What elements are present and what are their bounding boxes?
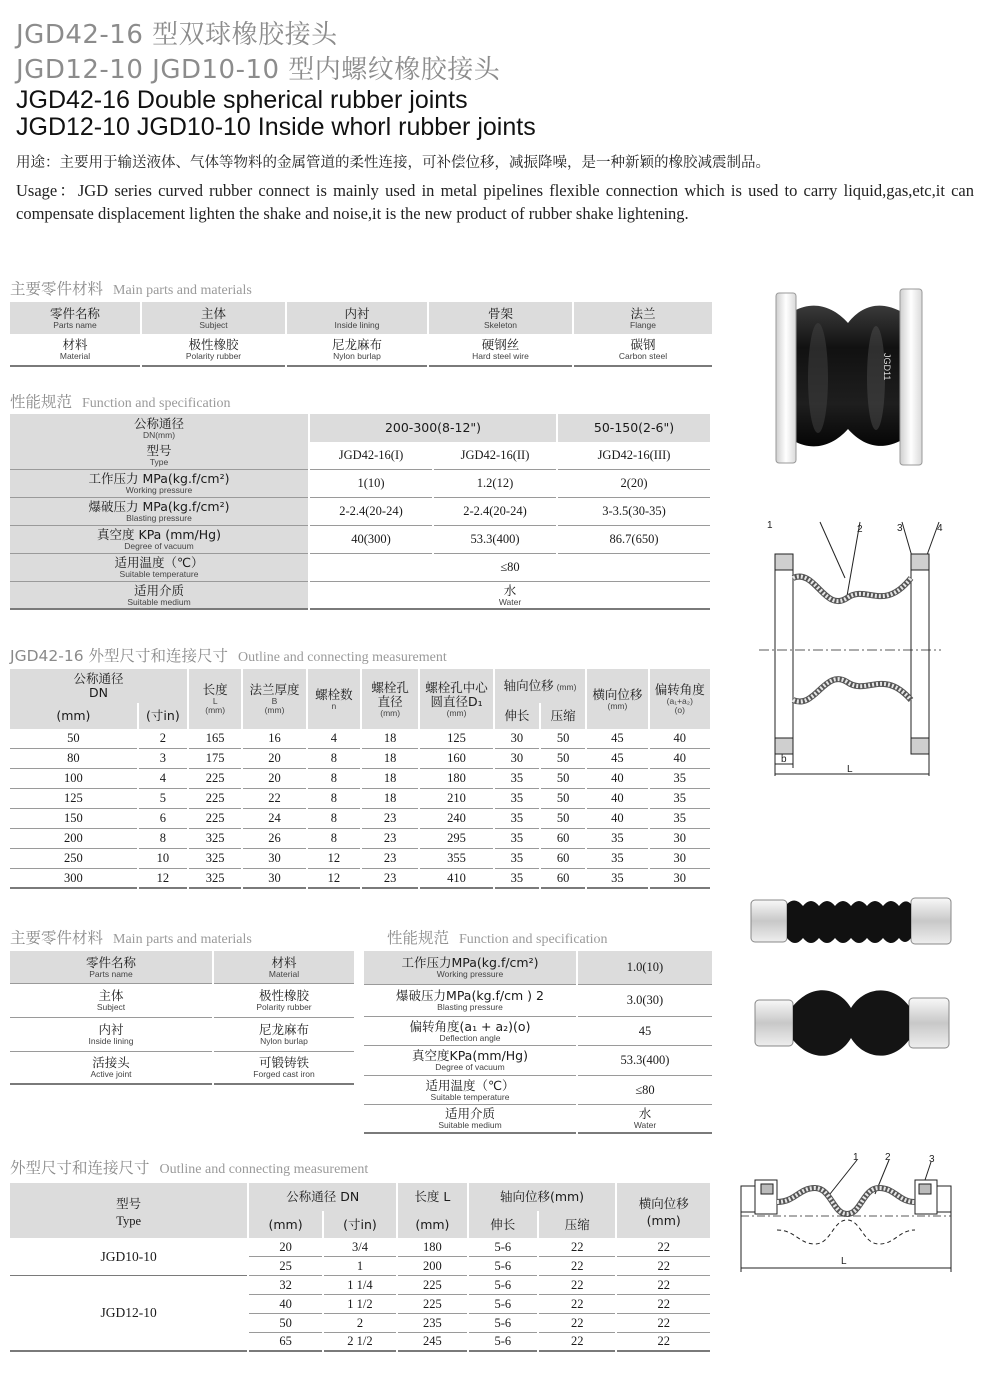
d1-label-4: 4 <box>937 523 943 534</box>
d1-label-3: 3 <box>897 523 903 534</box>
spec1-vac-2: 86.7(650) <box>558 526 710 554</box>
spec1-temp-val: ≤80 <box>310 554 710 582</box>
outline2-cell: 5-6 <box>469 1333 537 1352</box>
outline1-cell: 40 <box>650 749 710 769</box>
o1-h-bolts: 螺栓数 n <box>315 686 353 711</box>
outline1-cell: 35 <box>495 849 539 869</box>
outline2-cell: 22 <box>617 1276 710 1295</box>
o2-h-length: 长度 L <box>414 1189 451 1204</box>
spec1-work-0: 1(10) <box>310 470 432 498</box>
o1-h-inch: (寸in) <box>146 708 180 723</box>
o1-h-boltd: 螺栓孔 直径 (mm) <box>371 679 409 718</box>
outline2-type-cell: JGD12-10 <box>10 1276 247 1352</box>
spec1-type-1: JGD42-16(II) <box>434 442 556 470</box>
outline1-cell: 35 <box>495 769 539 789</box>
outline2-cell: 22 <box>539 1276 615 1295</box>
spec1-range-a: 200-300(8-12") <box>384 420 482 435</box>
svg-text:JGD11: JGD11 <box>882 353 892 381</box>
table-row <box>10 749 710 769</box>
section-materials-1: 主要零件材料 Main parts and materials <box>10 280 252 298</box>
mat1-h1: 主体 Subject <box>199 305 228 330</box>
o2-h-inch: (寸in) <box>343 1216 377 1232</box>
outline1-cell: 300 <box>10 869 137 889</box>
outline2-cell: 3/4 <box>324 1238 396 1257</box>
mat1-h2: 内衬 Inside lining <box>334 305 380 330</box>
outline1-cell: 8 <box>139 829 187 849</box>
outline1-cell: 50 <box>541 769 585 789</box>
outline1-cell: 40 <box>587 769 647 789</box>
outline1-cell: 80 <box>10 749 137 769</box>
outline1-cell: 30 <box>243 849 305 869</box>
outline1-cell: 18 <box>362 729 418 749</box>
o1-h-lateral: 横向位移 (mm) <box>592 686 643 711</box>
outline2-cell: 22 <box>539 1238 615 1257</box>
spec2-vac-val: 53.3(400) <box>578 1046 712 1076</box>
title-en-1: JGD42-16 Double spherical rubber joints <box>16 86 468 114</box>
outline2-cell: 22 <box>539 1257 615 1276</box>
outline2-cell: 5-6 <box>469 1257 537 1276</box>
o2-h-axial: 轴向位移(mm) <box>499 1189 585 1204</box>
outline1-cell: 125 <box>10 789 137 809</box>
outline1-cell: 35 <box>587 829 647 849</box>
spec2-angle-label: 偏转角度(a₁ + a₂)(o) Deflection angle <box>364 1017 576 1046</box>
outline1-cell: 12 <box>308 869 360 889</box>
outline1-cell: 8 <box>308 829 360 849</box>
outline1-cell: 325 <box>189 849 241 869</box>
outline1-cell: 160 <box>420 749 492 769</box>
outline1-cell: 23 <box>362 809 418 829</box>
outline1-cell: 30 <box>650 869 710 889</box>
outline1-cell: 175 <box>189 749 241 769</box>
spec1-range-b: 50-150(2-6") <box>593 420 675 435</box>
outline1-cell: 4 <box>308 729 360 749</box>
outline1-cell: 150 <box>10 809 137 829</box>
outline1-cell: 10 <box>139 849 187 869</box>
mat2-r1c1: 尼龙麻布 Nylon burlap <box>214 1018 354 1052</box>
mat1-h0: 零件名称 Parts name <box>49 305 100 330</box>
outline1-cell: 35 <box>650 809 710 829</box>
outline1-cell: 26 <box>243 829 305 849</box>
spec1-medium-val: 水 Water <box>310 582 710 610</box>
outline1-cell: 30 <box>650 849 710 869</box>
o2-h-mm: (mm) <box>268 1216 303 1232</box>
outline2-cell: 1 <box>324 1257 396 1276</box>
outline2-cell: 2 1/2 <box>324 1333 396 1352</box>
mat1-r3: 硬钢丝 Hard steel wire <box>429 334 572 367</box>
outline2-cell: 50 <box>249 1314 321 1333</box>
outline1-cell: 240 <box>420 809 492 829</box>
outline2-cell: 22 <box>617 1314 710 1333</box>
outline1-cell: 50 <box>10 729 137 749</box>
section-spec-1: 性能规范 Function and specification <box>10 393 231 411</box>
table-row <box>10 1238 710 1257</box>
outline1-cell: 325 <box>189 829 241 849</box>
table-row <box>10 829 710 849</box>
spec1-blast-2: 3-3.5(30-35) <box>558 498 710 526</box>
mat2-r0c0: 主体 Subject <box>10 984 212 1018</box>
outline1-cell: 20 <box>243 749 305 769</box>
o1-h-length: 长度 L (mm) <box>202 682 228 715</box>
outline1-cell: 35 <box>495 869 539 889</box>
outline1-cell: 8 <box>308 789 360 809</box>
spec1-type-0: JGD42-16(I) <box>310 442 432 470</box>
spec1-vac-0: 40(300) <box>310 526 432 554</box>
table-row <box>10 729 710 749</box>
outline1-cell: 225 <box>189 769 241 789</box>
outline2-cell: 65 <box>249 1333 321 1352</box>
mat1-h4: 法兰 Flange <box>630 305 656 330</box>
spec1-blast-label: 爆破压力 MPa(kg.f/cm²) Blasting pressure <box>10 498 308 526</box>
spec1-blast-1: 2-2.4(20-24) <box>434 498 556 526</box>
table-row <box>10 849 710 869</box>
outline1-cell: 210 <box>420 789 492 809</box>
outline1-cell: 30 <box>495 749 539 769</box>
spec2-temp-label: 适用温度（℃） Suitable temperature <box>364 1076 576 1105</box>
outline1-cell: 8 <box>308 749 360 769</box>
mat2-r0c1: 极性橡胶 Polarity rubber <box>214 984 354 1018</box>
outline1-cell: 125 <box>420 729 492 749</box>
outline1-cell: 100 <box>10 769 137 789</box>
o1-h-dn: 公称通径 DN <box>73 671 124 700</box>
outline1-cell: 250 <box>10 849 137 869</box>
usage-en: Usage：JGD series curved rubber connect is mainly used in metal pipelines flexible connection which is used to carry liquid,gas,etc,it can compensate displacement lighten the shake and noise,it is the new product of rubber shake lightening. <box>16 181 974 223</box>
o2-h-lenmm: (mm) <box>415 1216 450 1232</box>
threaded-joint-photos <box>745 880 957 1070</box>
outline1-cell: 60 <box>541 829 585 849</box>
o2-h-ext: 伸长 <box>490 1216 516 1232</box>
mat2-r1c0: 内衬 Inside lining <box>10 1018 212 1052</box>
materials-table-2 <box>8 951 356 1085</box>
spec2-blast-val: 3.0(30) <box>578 985 712 1017</box>
outline2-cell: 40 <box>249 1295 321 1314</box>
mat2-h1: 材料 Material <box>214 951 354 984</box>
o1-h-axial: 轴向位移 (mm) <box>503 677 577 693</box>
outline1-cell: 50 <box>541 789 585 809</box>
spec2-work-val: 1.0(10) <box>578 951 712 985</box>
outline1-cell: 20 <box>243 769 305 789</box>
double-sphere-section-drawing <box>755 518 945 788</box>
o2-h-lateral: 横向位移 (mm) <box>638 1195 689 1228</box>
table-row <box>10 769 710 789</box>
section-materials-2: 主要零件材料 Main parts and materials <box>10 929 252 947</box>
outline1-cell: 180 <box>420 769 492 789</box>
o1-h-circle: 螺栓孔中心 圆直径D₁ (mm) <box>425 679 488 718</box>
title-cn-2: JGD12-10 JGD10-10 型内螺纹橡胶接头 <box>16 55 501 85</box>
outline1-cell: 18 <box>362 749 418 769</box>
d1-dim-b: b <box>781 754 787 765</box>
outline1-cell: 30 <box>243 869 305 889</box>
o1-h-angle: 偏转角度 (a₁+a₂) (o) <box>654 682 705 715</box>
table-row <box>10 1276 710 1295</box>
double-sphere-joint-photo <box>752 283 962 468</box>
outline1-cell: 8 <box>308 769 360 789</box>
outline2-cell: 235 <box>398 1314 466 1333</box>
outline2-cell: 1 1/4 <box>324 1276 396 1295</box>
o1-h-flange: 法兰厚度 B (mm) <box>249 682 300 715</box>
outline1-cell: 50 <box>541 749 585 769</box>
outline2-cell: 225 <box>398 1295 466 1314</box>
outline-table-2 <box>8 1183 712 1352</box>
outline2-cell: 245 <box>398 1333 466 1352</box>
outline1-cell: 30 <box>650 829 710 849</box>
outline1-cell: 6 <box>139 809 187 829</box>
outline1-cell: 24 <box>243 809 305 829</box>
o2-h-type: 型号 Type <box>116 1195 142 1228</box>
spec1-work-1: 1.2(12) <box>434 470 556 498</box>
outline1-cell: 35 <box>650 769 710 789</box>
mat1-r0: 材料 Material <box>10 334 140 367</box>
d1-label-1: 1 <box>767 520 773 531</box>
spec-table-1 <box>8 414 712 610</box>
spec1-type-2: JGD42-16(III) <box>558 442 710 470</box>
table-row <box>10 809 710 829</box>
outline1-cell: 50 <box>541 809 585 829</box>
spec2-medium-label: 适用介质 Suitable medium <box>364 1105 576 1134</box>
section-outline-2: 外型尺寸和连接尺寸 Outline and connecting measurement <box>10 1159 369 1177</box>
outline1-cell: 40 <box>650 729 710 749</box>
d2-label-3: 3 <box>929 1154 935 1165</box>
d1-dim-l: L <box>847 764 853 775</box>
outline1-cell: 35 <box>495 829 539 849</box>
outline1-cell: 30 <box>495 729 539 749</box>
outline1-cell: 16 <box>243 729 305 749</box>
outline1-cell: 200 <box>10 829 137 849</box>
outline2-cell: 5-6 <box>469 1295 537 1314</box>
outline1-cell: 18 <box>362 789 418 809</box>
outline2-cell: 22 <box>617 1333 710 1352</box>
mat2-r2c0: 活接头 Active joint <box>10 1052 212 1085</box>
o2-h-comp: 压缩 <box>564 1216 590 1232</box>
outline1-cell: 410 <box>420 869 492 889</box>
threaded-joint-section-drawing <box>735 1150 960 1275</box>
title-cn-1: JGD42-16 型双球橡胶接头 <box>16 20 338 50</box>
o1-h-ext: 伸长 <box>504 708 530 723</box>
outline1-cell: 4 <box>139 769 187 789</box>
outline1-cell: 3 <box>139 749 187 769</box>
d2-dim-l: L <box>841 1256 847 1267</box>
mat1-h3: 骨架 Skeleton <box>483 305 518 330</box>
spec-table-2 <box>362 951 714 1134</box>
outline1-cell: 295 <box>420 829 492 849</box>
o1-h-mm: (mm) <box>56 708 91 723</box>
outline1-cell: 23 <box>362 829 418 849</box>
outline1-cell: 35 <box>650 789 710 809</box>
section-spec-2: 性能规范 Function and specification <box>387 929 608 947</box>
outline2-cell: 25 <box>249 1257 321 1276</box>
mat1-r2: 尼龙麻布 Nylon burlap <box>287 334 427 367</box>
d2-label-2: 2 <box>885 1152 891 1163</box>
spec1-dn-label: 公称通径 DN(mm) <box>133 415 184 440</box>
spec1-work-2: 2(20) <box>558 470 710 498</box>
spec1-vac-1: 53.3(400) <box>434 526 556 554</box>
outline2-cell: 180 <box>398 1238 466 1257</box>
spec1-temp-label: 适用温度（℃） Suitable temperature <box>10 554 308 582</box>
spec1-work-label: 工作压力 MPa(kg.f/cm²) Working pressure <box>10 470 308 498</box>
outline2-type-cell: JGD10-10 <box>10 1238 247 1276</box>
outline1-cell: 165 <box>189 729 241 749</box>
outline1-cell: 50 <box>541 729 585 749</box>
outline1-cell: 12 <box>308 849 360 869</box>
outline2-cell: 32 <box>249 1276 321 1295</box>
spec1-vac-label: 真空度 KPa (mm/Hg) Degree of vacuum <box>10 526 308 554</box>
outline1-cell: 355 <box>420 849 492 869</box>
mat1-r1: 极性橡胶 Polarity rubber <box>142 334 285 367</box>
spec2-temp-val: ≤80 <box>578 1076 712 1105</box>
outline1-cell: 225 <box>189 809 241 829</box>
outline2-cell: 22 <box>617 1295 710 1314</box>
section-outline-1: JGD42-16 外型尺寸和连接尺寸 Outline and connecting measurement <box>10 647 447 665</box>
outline1-cell: 35 <box>495 789 539 809</box>
spec2-medium-val: 水 Water <box>578 1105 712 1134</box>
outline1-cell: 325 <box>189 869 241 889</box>
spec1-blast-0: 2-2.4(20-24) <box>310 498 432 526</box>
outline1-cell: 35 <box>495 809 539 829</box>
outline1-cell: 22 <box>243 789 305 809</box>
title-en-2: JGD12-10 JGD10-10 Inside whorl rubber joints <box>16 113 536 141</box>
outline2-cell: 1 1/2 <box>324 1295 396 1314</box>
spec2-angle-val: 45 <box>578 1017 712 1046</box>
usage-cn: 用途：主要用于输送液体、气体等物料的金属管道的柔性连接，可补偿位移，减振降噪，是一种新颖的橡胶减震制品。 <box>16 155 770 171</box>
outline1-cell: 225 <box>189 789 241 809</box>
outline1-cell: 60 <box>541 869 585 889</box>
spec2-blast-label: 爆破压力MPa(kg.f/cm ) 2 Blasting pressure <box>364 985 576 1017</box>
outline2-cell: 5-6 <box>469 1276 537 1295</box>
outline1-cell: 23 <box>362 849 418 869</box>
outline1-cell: 35 <box>587 869 647 889</box>
outline1-cell: 23 <box>362 869 418 889</box>
outline1-cell: 5 <box>139 789 187 809</box>
outline1-cell: 12 <box>139 869 187 889</box>
outline2-cell: 22 <box>617 1257 710 1276</box>
spec1-type-label: 型号 Type <box>10 442 308 470</box>
spec2-work-label: 工作压力MPa(kg.f/cm²) Working pressure <box>364 951 576 985</box>
outline1-cell: 2 <box>139 729 187 749</box>
outline1-cell: 40 <box>587 789 647 809</box>
outline1-cell: 40 <box>587 809 647 829</box>
outline2-cell: 2 <box>324 1314 396 1333</box>
o1-h-comp: 压缩 <box>550 708 576 723</box>
outline1-cell: 60 <box>541 849 585 869</box>
table-row <box>10 869 710 889</box>
outline2-cell: 5-6 <box>469 1238 537 1257</box>
outline2-cell: 200 <box>398 1257 466 1276</box>
mat2-h0: 零件名称 Parts name <box>10 951 212 984</box>
spec2-vac-label: 真空度KPa(mm/Hg) Degree of vacuum <box>364 1046 576 1076</box>
outline2-cell: 225 <box>398 1276 466 1295</box>
mat2-r2c1: 可锻铸铁 Forged cast iron <box>214 1052 354 1085</box>
outline1-cell: 18 <box>362 769 418 789</box>
outline-table-1 <box>8 669 712 889</box>
outline2-cell: 22 <box>617 1238 710 1257</box>
d1-label-2: 2 <box>857 524 863 535</box>
outline2-cell: 22 <box>539 1333 615 1352</box>
outline2-cell: 22 <box>539 1314 615 1333</box>
outline1-cell: 8 <box>308 809 360 829</box>
outline2-cell: 5-6 <box>469 1314 537 1333</box>
d2-label-1: 1 <box>853 1152 859 1163</box>
outline1-cell: 35 <box>587 849 647 869</box>
outline1-cell: 45 <box>587 729 647 749</box>
o2-h-dn: 公称通径 DN <box>286 1189 360 1204</box>
spec1-medium-label: 适用介质 Suitable medium <box>10 582 308 610</box>
mat1-r4: 碳钢 Carbon steel <box>574 334 712 367</box>
outline2-cell: 20 <box>249 1238 321 1257</box>
outline1-cell: 45 <box>587 749 647 769</box>
outline2-cell: 22 <box>539 1295 615 1314</box>
materials-table-1 <box>8 302 714 367</box>
table-row <box>10 789 710 809</box>
